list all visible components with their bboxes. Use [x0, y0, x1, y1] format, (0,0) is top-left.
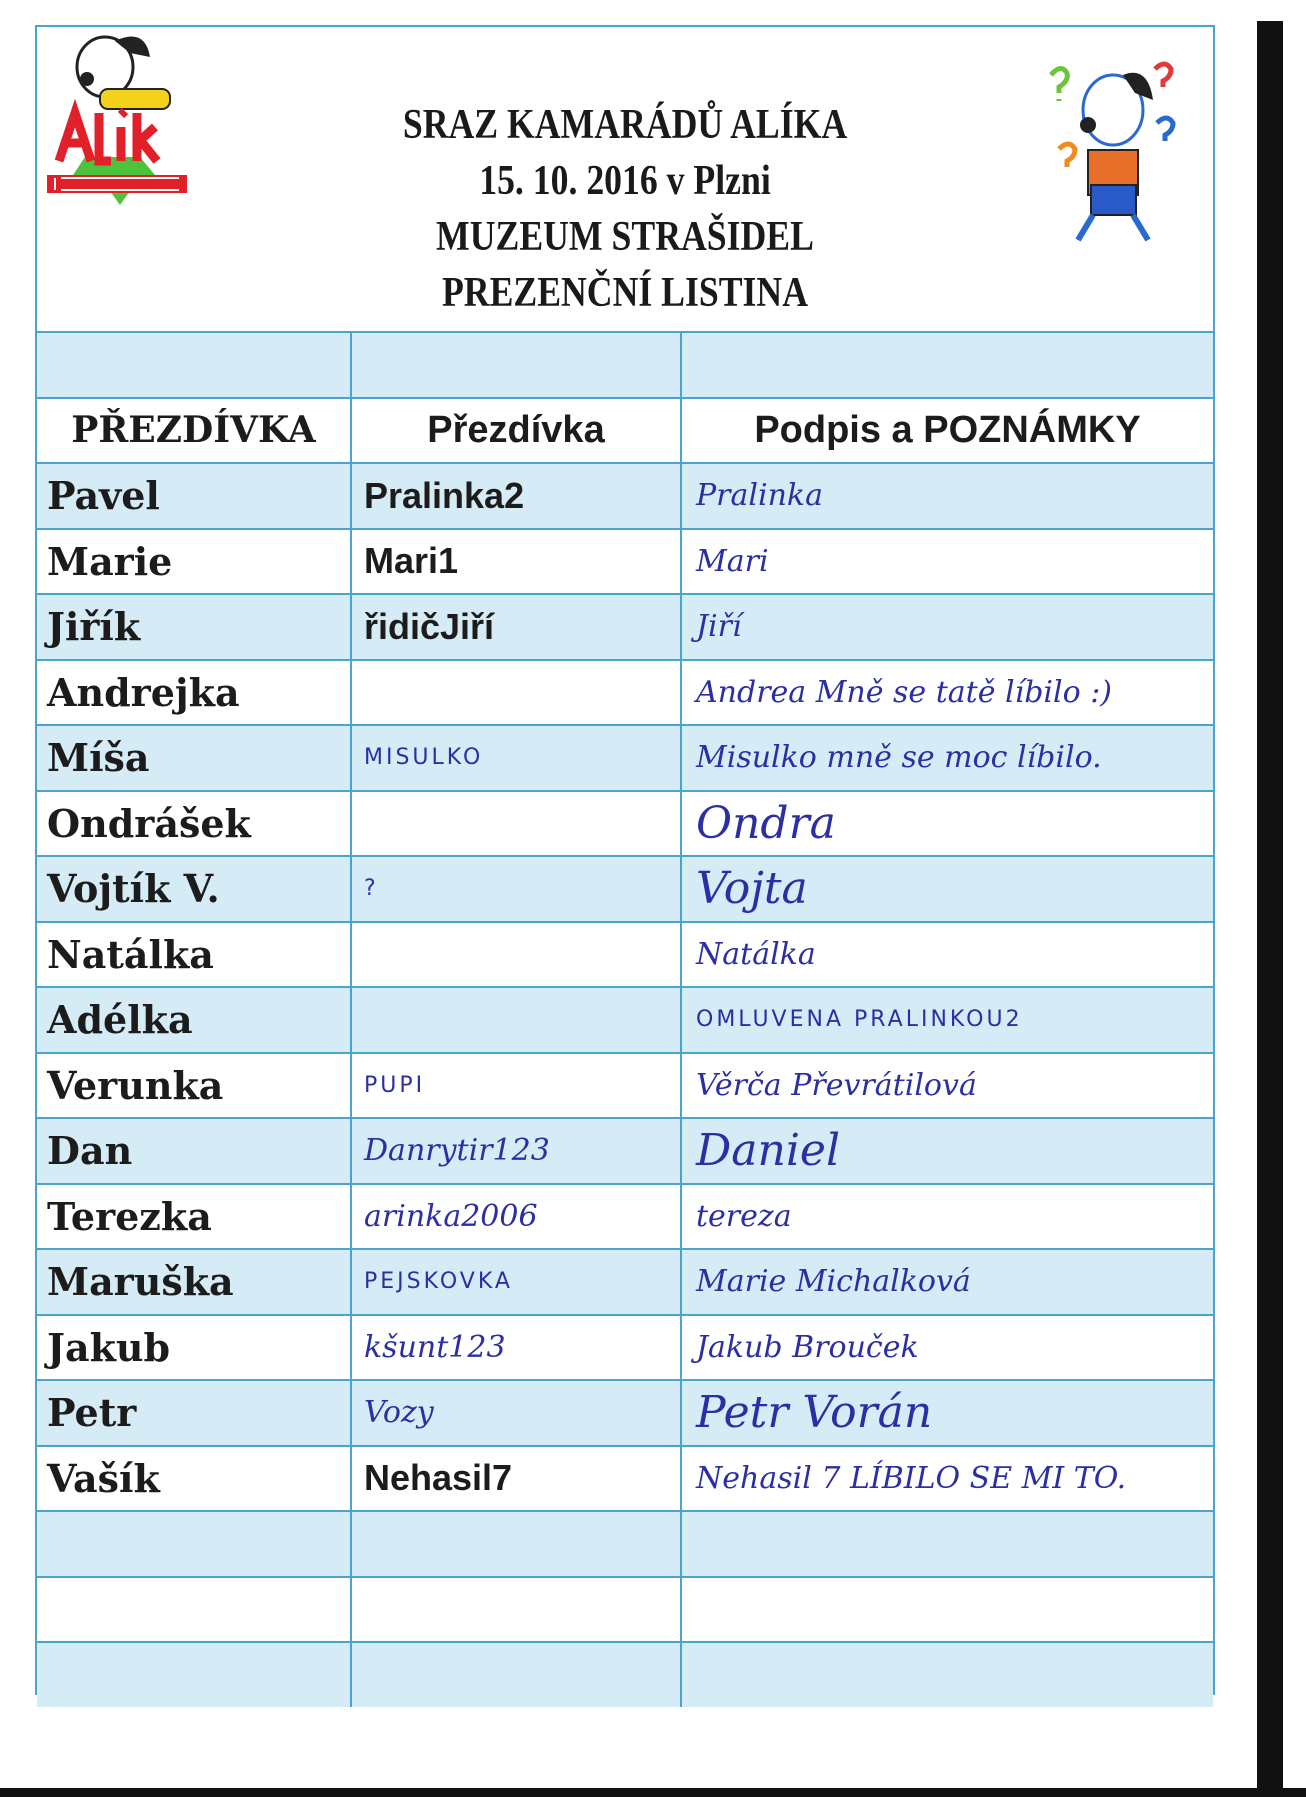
- participant-name: Vojtík V.: [37, 857, 352, 921]
- column-header-name: PŘEZDÍVKA: [37, 399, 352, 463]
- nickname-cell: ?: [352, 857, 682, 921]
- signature-cell: Věrča Převrátilová: [696, 1067, 977, 1103]
- title-line: 15. 10. 2016 v Plzni: [479, 158, 771, 204]
- signature-cell: Jiří: [696, 609, 742, 645]
- table-cell: [352, 1578, 682, 1642]
- nickname-cell: Vozy: [352, 1381, 682, 1445]
- participant-name: Marie: [37, 530, 352, 594]
- column-header-signature: Podpis a POZNÁMKY: [754, 408, 1141, 451]
- signature-cell: Vojta: [696, 863, 808, 915]
- column-header-nickname: Přezdívka: [352, 399, 682, 463]
- table-row: [37, 1248, 1213, 1314]
- signature-cell: Ondra: [696, 797, 836, 849]
- table-row-empty: [37, 1576, 1213, 1642]
- signature-cell: tereza: [696, 1198, 792, 1234]
- signature-cell: OMLUVENA PRALINKOU2: [696, 1007, 1023, 1033]
- signature-cell: Nehasil 7 LÍBILO SE MI TO.: [696, 1460, 1127, 1496]
- nickname-cell: [352, 923, 682, 987]
- table-row: [37, 593, 1213, 659]
- table-cell: [37, 1643, 352, 1707]
- table-row: [37, 1183, 1213, 1249]
- sheet-header: [37, 27, 1213, 331]
- table-row-empty: [37, 331, 1213, 397]
- table-row: [37, 528, 1213, 594]
- table-row: [37, 1314, 1213, 1380]
- participant-name: Pavel: [37, 464, 352, 528]
- table-row: [37, 1379, 1213, 1445]
- page-title: [295, 97, 955, 321]
- table-row: [37, 1445, 1213, 1511]
- attendance-table: [37, 331, 1213, 1707]
- nickname-cell: kšunt123: [352, 1316, 682, 1380]
- participant-name: Míša: [37, 726, 352, 790]
- alik-logo-icon: [45, 27, 195, 207]
- table-cell: [37, 333, 352, 397]
- table-cell: [37, 1578, 352, 1642]
- table-cell: [352, 1643, 682, 1707]
- table-cell: [682, 1578, 1213, 1642]
- signature-cell: Daniel: [696, 1125, 841, 1177]
- title-line: SRAZ KAMARÁDŮ ALÍKA: [402, 102, 848, 148]
- participant-name: Verunka: [37, 1054, 352, 1118]
- nickname-cell: [352, 792, 682, 856]
- participant-name: Natálka: [37, 923, 352, 987]
- participant-name: Petr: [37, 1381, 352, 1445]
- table-cell: [682, 1643, 1213, 1707]
- table-cell: [682, 333, 1213, 397]
- table-row: [37, 790, 1213, 856]
- nickname-cell: řidičJiří: [352, 595, 682, 659]
- table-row: [37, 986, 1213, 1052]
- table-row: [37, 1052, 1213, 1118]
- participant-name: Jiřík: [37, 595, 352, 659]
- dog-mascot-icon: [1043, 55, 1183, 245]
- participant-name: Adélka: [37, 988, 352, 1052]
- nickname-cell: Pralinka2: [352, 464, 682, 528]
- table-row: [37, 1117, 1213, 1183]
- nickname-cell: MISULKO: [352, 726, 682, 790]
- title-line: PREZENČNÍ LISTINA: [441, 270, 809, 316]
- participant-name: Ondrášek: [37, 792, 352, 856]
- table-row-empty: [37, 1510, 1213, 1576]
- scan-edge-bottom: [0, 1788, 1306, 1797]
- table-cell: [682, 1512, 1213, 1576]
- table-cell: [352, 1512, 682, 1576]
- table-header-row: [37, 397, 1213, 463]
- nickname-cell: PUPI: [352, 1054, 682, 1118]
- signature-cell: Petr Vorán: [696, 1387, 933, 1439]
- nickname-cell: PEJSKOVKA: [352, 1250, 682, 1314]
- nickname-cell: Danrytir123: [352, 1119, 682, 1183]
- participant-name: Vašík: [37, 1447, 352, 1511]
- signature-cell: Natálka: [696, 936, 816, 972]
- participant-name: Maruška: [37, 1250, 352, 1314]
- nickname-cell: [352, 988, 682, 1052]
- table-row: [37, 921, 1213, 987]
- nickname-cell: Nehasil7: [352, 1447, 682, 1511]
- signature-cell: Jakub Brouček: [696, 1329, 919, 1365]
- participant-name: Dan: [37, 1119, 352, 1183]
- nickname-cell: Mari1: [352, 530, 682, 594]
- scan-edge-right: [1257, 21, 1283, 1797]
- table-row-empty: [37, 1641, 1213, 1707]
- attendance-sheet: [35, 25, 1215, 1695]
- table-cell: [352, 333, 682, 397]
- participant-name: Jakub: [37, 1316, 352, 1380]
- table-row: [37, 855, 1213, 921]
- table-row: [37, 724, 1213, 790]
- table-cell: [37, 1512, 352, 1576]
- nickname-cell: arinka2006: [352, 1185, 682, 1249]
- signature-cell: Andrea Mně se tatě líbilo :): [696, 674, 1113, 710]
- table-row: [37, 659, 1213, 725]
- nickname-cell: [352, 661, 682, 725]
- table-row: [37, 462, 1213, 528]
- signature-cell: Marie Michalková: [696, 1264, 971, 1300]
- title-line: MUZEUM STRAŠIDEL: [436, 214, 814, 260]
- signature-cell: Mari: [696, 543, 769, 579]
- signature-cell: Pralinka: [696, 478, 823, 514]
- participant-name: Terezka: [37, 1185, 352, 1249]
- signature-cell: Misulko mně se moc líbilo.: [696, 740, 1102, 776]
- participant-name: Andrejka: [37, 661, 352, 725]
